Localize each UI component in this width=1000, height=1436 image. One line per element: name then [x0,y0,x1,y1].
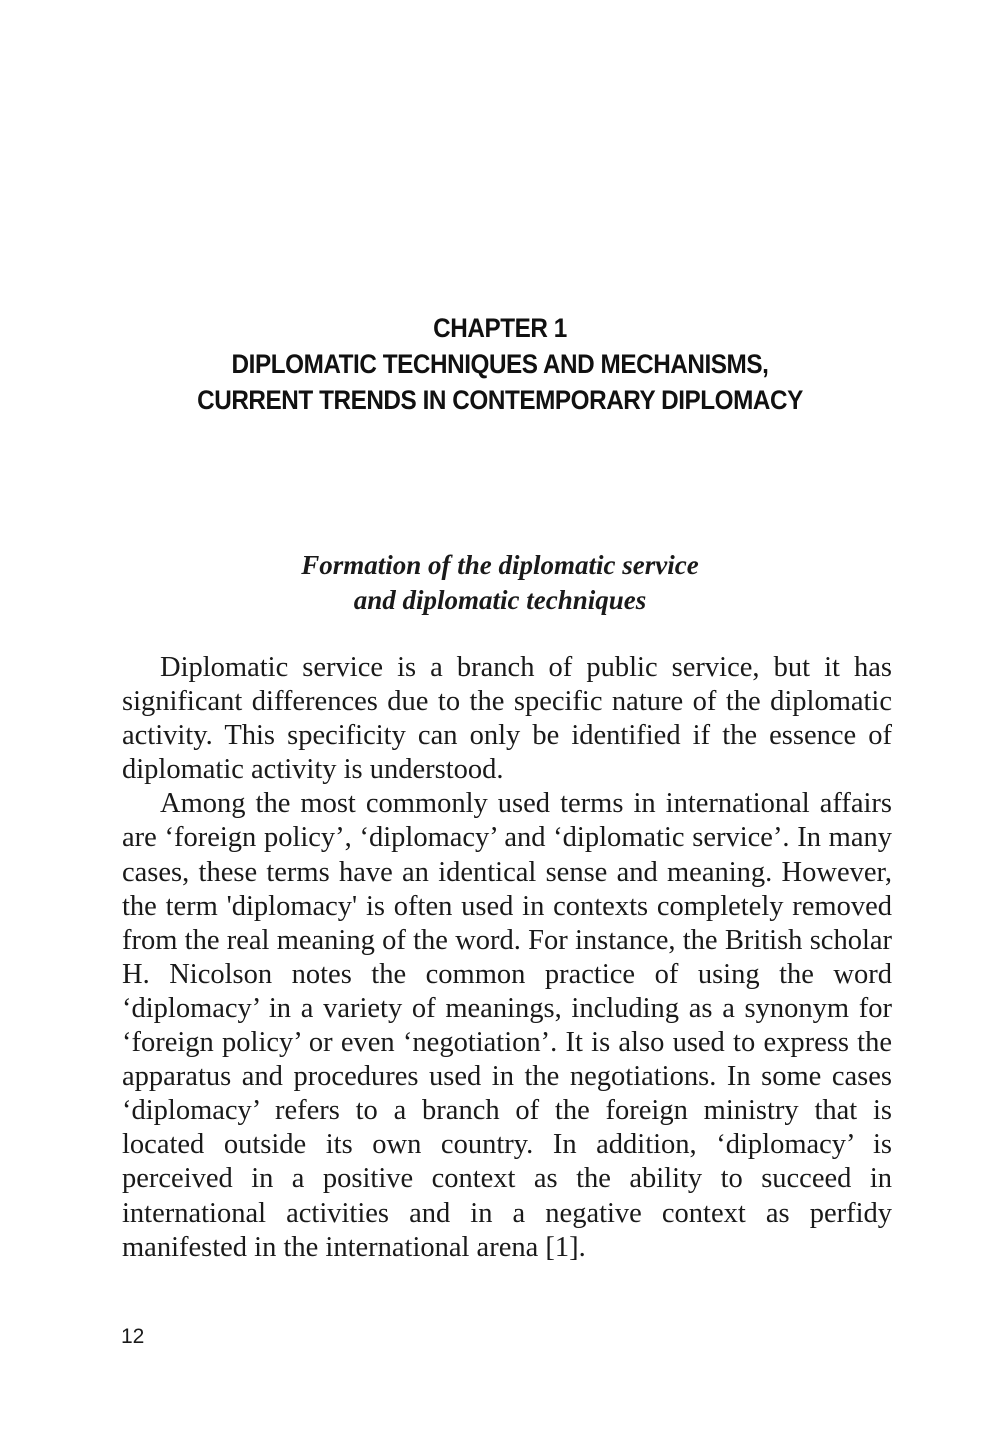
chapter-title-line-2: CURRENT TRENDS IN CONTEMPORARY DIPLOMACY [197,385,803,415]
section-heading [0,548,1000,618]
page-number: 12 [121,1325,145,1348]
paragraph: Diplomatic service is a branch of public service, but it has significant differences due to the specific nature of the diplomatic activity. This specificity can only be identified if the essence of diplomatic activity is understood. [122,652,892,786]
chapter-heading [50,310,950,418]
chapter-number: CHAPTER 1 [433,313,567,343]
section-title-line-1: Formation of the diplomatic service [301,550,699,580]
body-text [122,651,892,1265]
chapter-title-line-1: DIPLOMATIC TECHNIQUES AND MECHANISMS, [231,349,769,379]
paragraph: Among the most commonly used terms in international affairs are ‘foreign policy’, ‘diplomacy’ and ‘diplomatic service’. In many cases, these terms have an identical sense and meaning. However, the term 'diplomacy' is often used in contexts completely removed from the real meaning of the word. For instance, the British scholar H. Nicolson notes the common practice of using the word ‘diplomacy’ in a variety of meanings, including as a synonym for ‘foreign policy’ or even ‘negotiation’. It is also used to express the apparatus and procedures used in the negotiations. In some cases ‘diplomacy’ refers to a branch of the foreign ministry that is located outside its own country. In addition, ‘diplomacy’ is perceived in a positive context as the ability to succeed in international activities and in a negative context as perfidy manifested in the international arena [1]. [122,788,892,1263]
section-title-line-2: and diplomatic techniques [353,585,647,615]
